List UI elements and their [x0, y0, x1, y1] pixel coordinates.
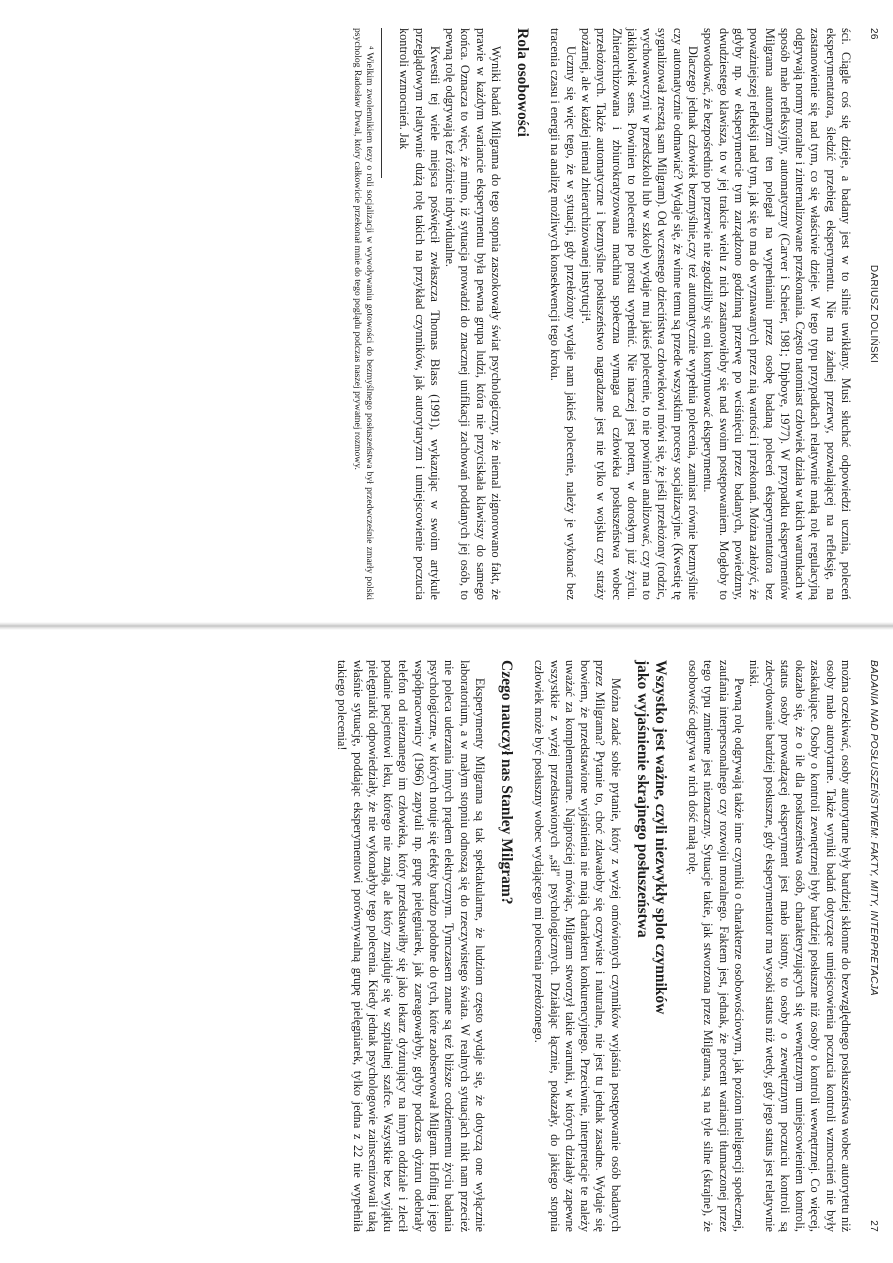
section-heading: Rola osobowości — [514, 28, 532, 137]
page-number: 27 — [868, 1220, 879, 1232]
book-gutter — [0, 622, 893, 630]
paragraph: Pewną rolę odgrywają także inne czynniki o charakterze osobowościowym, jak poziom inteligencji społecznej, zaufania interpersonalnego czy rozwoju moralnego. Faktem jest, jednak, że procent wariancji tłumaczonej przez tego typu zmienne jest nieznaczny. Sytuacje takie, jak stworzona przez Milgrama, są na tyle silne (skrajne), że osobowość odgrywa w nich dość małą rolę. — [686, 660, 746, 1232]
section-heading — [633, 660, 669, 1232]
running-head: DARIUSZ DOLIŃSKI — [868, 264, 879, 364]
paragraph: można oczekiwać, osoby autorytarne były bardziej skłonne do bezwzględnego posłuszeństwa wobec autorytetu niż osoby mało autorytarne. Także wyniki badań dotyczące umiejscowienia poczucia kontroli wzmocnień nie były zaskakujące. Osoby o kontroli zewnętrznej były bardziej posłuszne niż osoby o kontroli wewnętrznej. Co więcej, okazało się, że o ile dla posłuszeństwa osób, charakteryzujących się wewnętrznym umiejscowieniem kontroli, status osoby prowadzącej eksperyment jest mało istotny, to osoby o zewnętrznym poczuciu kontroli są zdecydowanie bardziej posłuszne, gdy eksperymentator ma wysoki status niż wtedy, gdy jego status jest relatywnie niski. — [747, 660, 853, 1232]
footnote: ⁴ Wielkim zwolennikiem tezy o roli socjalizacji w wywoływaniu gotowości do bezmyślnego posłuszeństwa był przedwcześnie zmarły polski psycholog Radosław Drwal, który całkowicie przekonał mnie do tego poglądu podczas naszej prywatnej rozmowy. — [351, 28, 375, 600]
right-page-header — [863, 660, 879, 1232]
running-head: BADANIA NAD POSŁUSZEŃSTWEM: FAKTY, MITY, INTERPRETACJA — [868, 660, 879, 996]
paragraph: Kwestii tej wiele miejsca poświęcił zwłaszcza Thomas Blass (1991), wykazując w swoim artykule przeglądowym relatywnie dużą rolę takich na przykład czynników, jak autorytaryzm i umiejscowienie poczucia kontroli wzmocnień. Jak — [397, 28, 442, 600]
right-page-body — [18, 660, 853, 1232]
paragraph: Dlaczego jednak człowiek bezmyślnie,czy też automatycznie wypełnia polecenia, zamiast równie bezmyślnie czy automatycznie odmawiać? Wydaje się, że winne temu są przede wszystkim procesy socjalizacyjne. (Kwestię tę sygnalizował zresztą sam Milgram). Od wczesnego dzieciństwa człowiekowi mówi się, że jeśli przełożony (rodzic, wychowawczyni w przedszkolu lub w szkole) wydaje mu jakieś polecenie, to nie powinien analizować, czy ma to jakikolwiek sens. Powinien to polecenie po prostu wypełnić. Nie inaczej jest potem, w dorosłym już życiu. Zhierarchizowana i zbiurokratyzowana machina społeczna wymaga od człowieka posłuszeństwa wobec przełożonych. Także automatyczne i bezmyślne posłuszeństwo nagradzane jest nie tylko w wojsku czy straży pożarnej, ale w każdej niemal zhierarchizowanej instytucji⁴. — [578, 28, 701, 600]
page-number: 26 — [868, 28, 879, 40]
left-page — [0, 8, 893, 620]
section-heading: Czego nauczył nas Stanley Milgram? — [497, 660, 515, 905]
paragraph: Można zadać sobie pytanie, który z wyżej omówionych czynników wyjaśnia postępowanie osób badanych przez Milgrama? Pytanie to, choć zdawałoby się oczywiste i naturalne, nie jest tu jednak zasadne. Wydaje się bowiem, że przedstawione wyjaśnienia nie mają charakteru konkurencyjnego. Przeciwnie, interpretacje te należy uważać za komplementarne. Najprościej mówiąc, Milgram stworzył takie warunki, w których działały zapewne wszystkie z wyżej przedstawionych „sił" psychologicznych. Działając łącznie, pokazały, do jakiego stopnia człowiek może być posłuszny wobec wydającego mi polecenia przełożonego. — [532, 660, 623, 1232]
footnote-rule — [381, 28, 382, 178]
paragraph: ści. Ciągle coś się dzieje, a badany jest w to silnie uwikłany. Musi słuchać odpowiedzi ucznia, poleceń eksperymentatora, śledzić przebieg eksperymentu. Nie ma żadnej przerwy, pozwalającej na refleksję, na zastanowienie się nad tym, co się właściwie dzieje. W tego typu przypadkach relatywnie małą rolę regulacyjną odgrywają normy moralne i zinternalizowane przekonania. Często natomiast człowiek działa w takich warunkach w sposób mało refleksyjny, automatyczny (Carver i Scheier, 1981; Dipboye, 1977). W przypadku eksperymentów Milgrama automatyzm ten polegał na wypełnianiu przez osobę badaną poleceń eksperymentatora bez poważniejszej refleksji nad tym, jak się to ma do wyznawanych przez nią wartości i przekonań. Można założyć, że gdyby np. w eksperymencie tym zarządzono godzinną przerwę po wciśnięciu przez badanych, powiedzmy, dwudziestego klawisza, to w jej trakcie wielu z nich zastanowiłoby się nad swoim postępowaniem. Mogłoby to spowodować, że bezpośrednio po przerwie nie zgodziliby się oni kontynuować eksperymentu. — [701, 28, 853, 600]
left-page-header — [863, 28, 879, 600]
paragraph: Eksperymenty Milgrama są tak spektakularne, że ludziom często wydaje się, że dotyczą one wyłącznie laboratorium, a w małym stopniu odnoszą się do rzeczywistego świata. W realnych sytuacjach nikt nam przecież nie poleca uderzania innych prądem elektrycznym. Tymczasem znane są też bliższe codziennemu życiu badania psychologiczne, w których notuje się efekty bardzo podobne do tych, które zaobserwował Milgram. Hofling i jego współpracownicy (1966) zapytali np. grupę pielęgniarek, jak zareagowałyby, gdyby podczas dyżuru odebrały telefon od nieznanego im człowieka, który przedstawiłby się jako lekarz dyżurujący na innym oddziale i zlecił podanie pacjentowi leku, którego nie znają, ale który znajduje się w szpitalnej szafce. Wszystkie bez wyjątku pielęgniarki odpowiedziały, że nie wykonałyby tego polecenia. Kiedy jednak psychologowie zainscenizowali taką właśnie sytuację, poddając eksperymentowi porównywalną grupę pielęgniarek, tylko jedna z 22 nie wypełniła takiego polecenia! — [335, 660, 487, 1232]
right-page — [0, 640, 893, 1252]
left-page-body — [18, 28, 853, 600]
paragraph: Wyniki badań Milgrama do tego stopnia zaszokowały świat psychologiczny, że niemal zignorowano fakt, że prawie w każdym wariancie eksperymentu była pewna grupa ludzi, która nie przyciskała klawiszy do samego końca. Oznacza to więc, że mimo, iż sytuacja prowadzi do znacznej unifikacji zachowań poddanych jej osób, to pewną rolę odgrywają też różnice indywidualne. — [443, 28, 504, 600]
heading-line: Wszystko jest ważne, czyli niezwykły splot czynników — [651, 660, 669, 1015]
paragraph: Uczmy się więc tego, że w sytuacji, gdy przełożony wydaje nam jakieś polecenie, należy je wykonać bez tracenia czasu i energii na analizę możliwych konsekwencji tego kroku. — [548, 28, 578, 600]
heading-line: jako wyjaśnienie skrajnego posłuszeństwa — [633, 660, 651, 938]
